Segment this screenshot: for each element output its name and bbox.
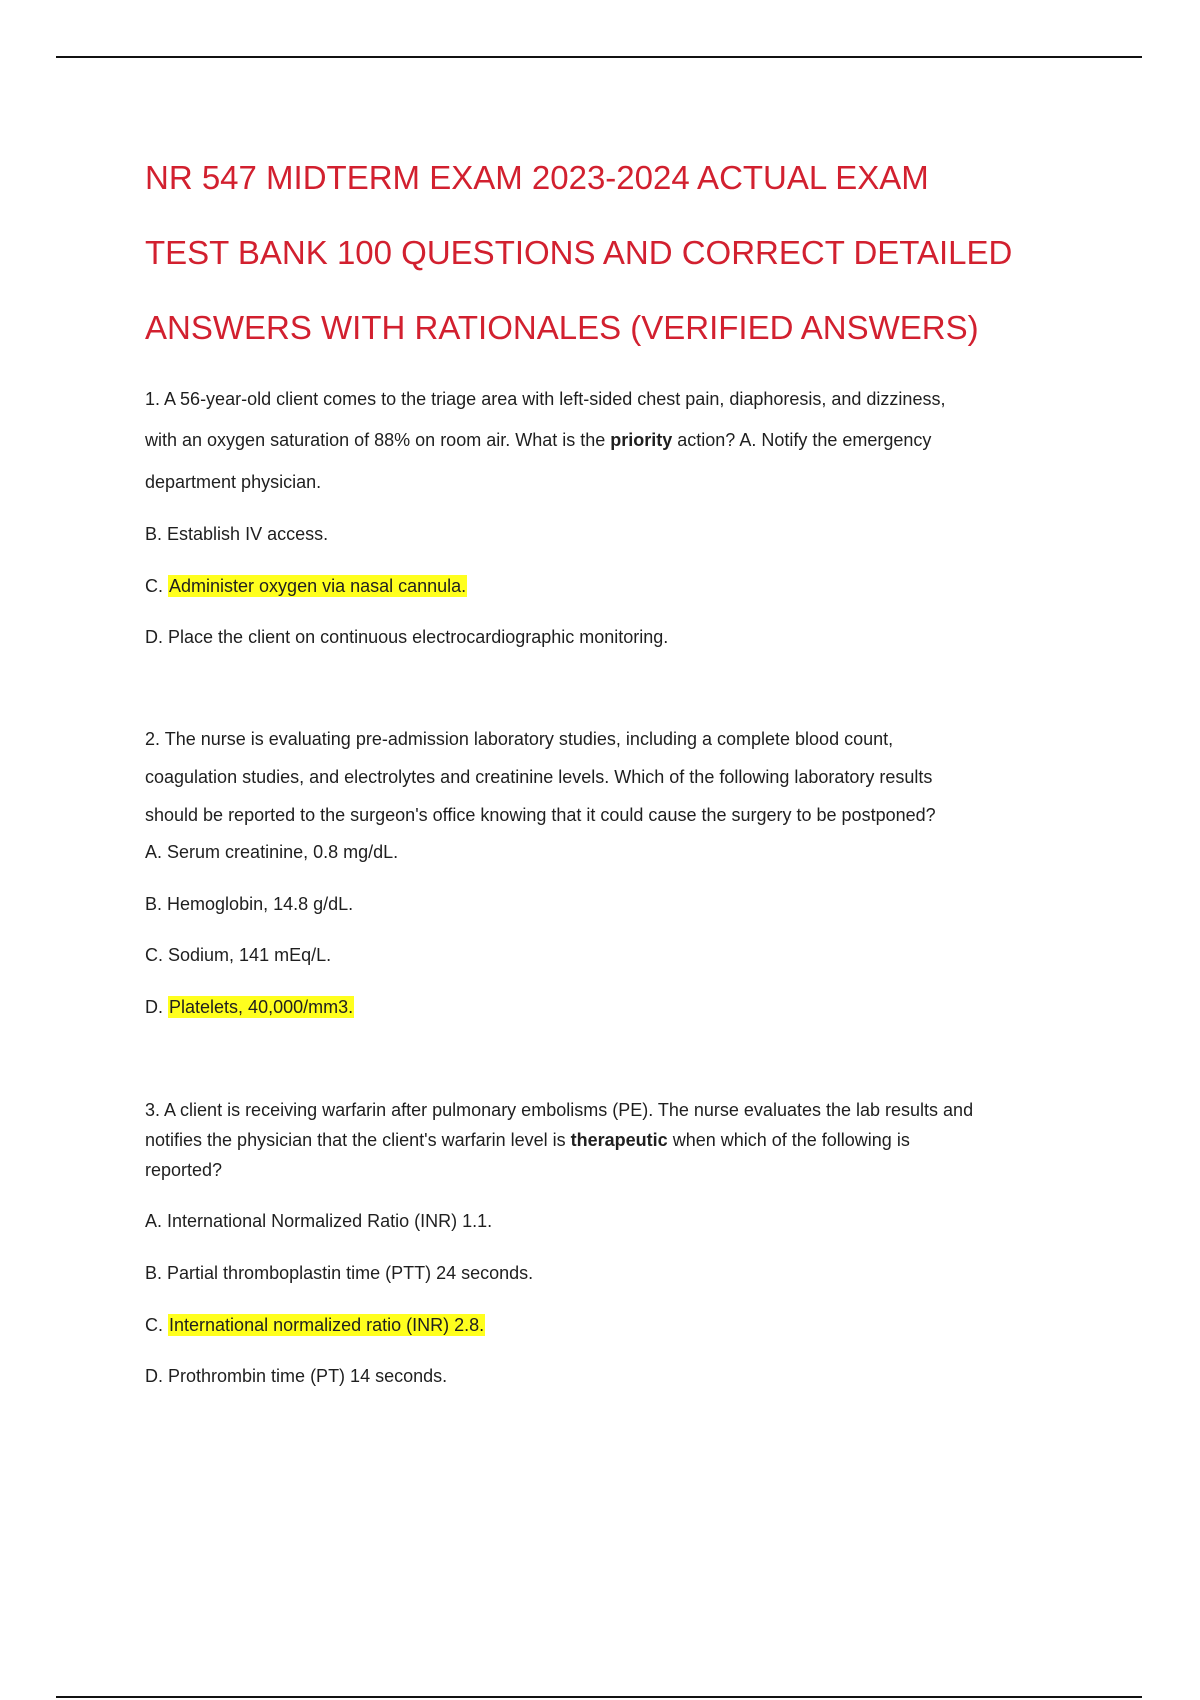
top-rule — [56, 56, 1142, 58]
question-2-option-d-correct: D. Platelets, 40,000/mm3. — [145, 997, 354, 1017]
title-line-1: NR 547 MIDTERM EXAM 2023-2024 ACTUAL EXAM — [145, 159, 929, 196]
question-1-stem-line-1: 1. A 56-year-old client comes to the triage area with left-sided chest pain, diaphoresis, and dizziness, — [145, 389, 946, 409]
correct-answer-highlight: Platelets, 40,000/mm3. — [169, 997, 354, 1017]
question-2-stem-line-2: coagulation studies, and electrolytes and creatinine levels. Which of the following laboratory results — [145, 767, 933, 787]
question-1-stem-line-2: with an oxygen saturation of 88% on room air. What is the priority action? A. Notify the emergency — [145, 430, 932, 450]
bottom-rule — [56, 1696, 1142, 1698]
question-3-keyword: therapeutic — [570, 1130, 668, 1150]
question-3-option-a: A. International Normalized Ratio (INR) 1.1. — [145, 1211, 493, 1231]
question-1-stem-line-3: department physician. — [145, 472, 322, 492]
question-2-option-a: A. Serum creatinine, 0.8 mg/dL. — [145, 842, 399, 862]
question-2-stem-line-1: 2. The nurse is evaluating pre-admission laboratory studies, including a complete blood count, — [145, 729, 894, 749]
question-1-option-d: D. Place the client on continuous electrocardiographic monitoring. — [145, 627, 669, 647]
question-3-option-c-correct: C. International normalized ratio (INR) 2.8. — [145, 1315, 485, 1335]
question-2-stem-line-3: should be reported to the surgeon's office knowing that it could cause the surgery to be postponed? — [145, 805, 936, 825]
question-3-stem-line-1: 3. A client is receiving warfarin after pulmonary embolisms (PE). The nurse evaluates the lab results and — [145, 1100, 974, 1120]
correct-answer-highlight: Administer oxygen via nasal cannula. — [169, 576, 467, 596]
question-2-option-b: B. Hemoglobin, 14.8 g/dL. — [145, 894, 354, 914]
correct-answer-highlight: International normalized ratio (INR) 2.8. — [169, 1315, 485, 1335]
question-3-stem-line-2: notifies the physician that the client's warfarin level is therapeutic when which of the following is — [145, 1130, 910, 1150]
question-3-stem-line-3: reported? — [145, 1160, 223, 1180]
question-3-option-d: D. Prothrombin time (PT) 14 seconds. — [145, 1366, 448, 1386]
question-1-option-b: B. Establish IV access. — [145, 524, 329, 544]
question-1-number: 1. — [145, 389, 161, 409]
question-1-keyword: priority — [610, 430, 673, 450]
question-1-option-c-correct: C. Administer oxygen via nasal cannula. — [145, 576, 467, 596]
title-line-3: ANSWERS WITH RATIONALES (VERIFIED ANSWERS) — [145, 309, 979, 346]
question-3-option-b: B. Partial thromboplastin time (PTT) 24 seconds. — [145, 1263, 534, 1283]
question-3-number: 3. — [145, 1100, 161, 1120]
document-title — [145, 140, 1105, 365]
question-2-number: 2. — [145, 729, 161, 749]
question-2-option-c: C. Sodium, 141 mEq/L. — [145, 945, 332, 965]
title-line-2: TEST BANK 100 QUESTIONS AND CORRECT DETAILED — [145, 234, 1013, 271]
